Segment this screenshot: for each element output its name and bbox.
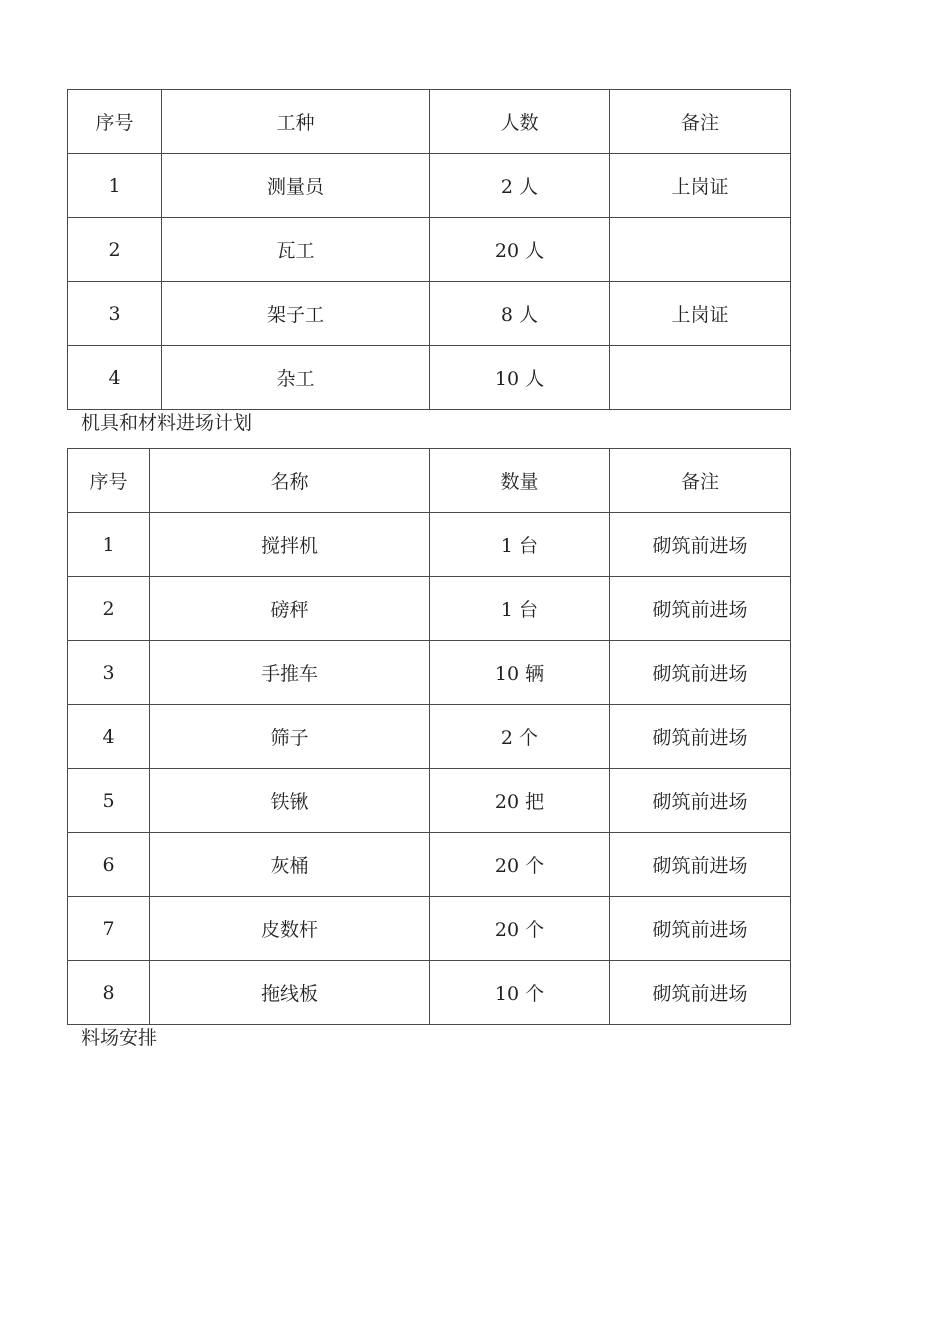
- table-cell: [610, 218, 791, 282]
- table-cell: 砌筑前进场: [610, 641, 791, 705]
- table-cell: 3: [68, 282, 162, 346]
- table-row: [68, 897, 791, 961]
- table-cell: 8: [68, 961, 150, 1025]
- table-cell: 瓦工: [162, 218, 430, 282]
- table-cell: 铁锹: [150, 769, 430, 833]
- table-cell: 20 把: [430, 769, 610, 833]
- equipment-table-header-row: [68, 449, 791, 513]
- table-row: [68, 961, 791, 1025]
- table-cell: 6: [68, 833, 150, 897]
- table-cell: 砌筑前进场: [610, 577, 791, 641]
- table-cell: 砌筑前进场: [610, 961, 791, 1025]
- header-cell: 工种: [162, 90, 430, 154]
- table-cell: 测量员: [162, 154, 430, 218]
- equipment-heading: 机具和材料进场计划: [81, 412, 253, 434]
- table-cell: 20 人: [430, 218, 610, 282]
- table-cell: 磅秤: [150, 577, 430, 641]
- table-cell: 2 个: [430, 705, 610, 769]
- table-cell: 手推车: [150, 641, 430, 705]
- table-cell: 1: [68, 513, 150, 577]
- table-cell: 10 个: [430, 961, 610, 1025]
- table-cell: 砌筑前进场: [610, 769, 791, 833]
- labor-table-header-row: [68, 90, 791, 154]
- table-row: [68, 833, 791, 897]
- table-row: [68, 218, 791, 282]
- table-cell: 10 辆: [430, 641, 610, 705]
- header-cell: 数量: [430, 449, 610, 513]
- table-cell: 皮数杆: [150, 897, 430, 961]
- equipment-table: [67, 448, 791, 1025]
- table-cell: 7: [68, 897, 150, 961]
- table-cell: 2: [68, 218, 162, 282]
- table-cell: 杂工: [162, 346, 430, 410]
- table-cell: 架子工: [162, 282, 430, 346]
- table-cell: 8 人: [430, 282, 610, 346]
- table-cell: 20 个: [430, 897, 610, 961]
- table-row: [68, 346, 791, 410]
- table-cell: 1 台: [430, 577, 610, 641]
- table-cell: 砌筑前进场: [610, 897, 791, 961]
- header-cell: 人数: [430, 90, 610, 154]
- table-cell: 5: [68, 769, 150, 833]
- table-cell: 砌筑前进场: [610, 705, 791, 769]
- header-cell: 备注: [610, 449, 791, 513]
- table-cell: 4: [68, 346, 162, 410]
- table-cell: 上岗证: [610, 154, 791, 218]
- table-cell: 20 个: [430, 833, 610, 897]
- table-row: [68, 705, 791, 769]
- table-cell: 4: [68, 705, 150, 769]
- header-cell: 名称: [150, 449, 430, 513]
- table-cell: 上岗证: [610, 282, 791, 346]
- table-row: [68, 513, 791, 577]
- table-cell: 3: [68, 641, 150, 705]
- header-cell: 序号: [68, 90, 162, 154]
- header-cell: 备注: [610, 90, 791, 154]
- table-row: [68, 769, 791, 833]
- table-row: [68, 641, 791, 705]
- table-cell: 拖线板: [150, 961, 430, 1025]
- table-cell: 2 人: [430, 154, 610, 218]
- table-row: [68, 154, 791, 218]
- material-yard-heading: 料场安排: [81, 1027, 158, 1049]
- labor-table: [67, 89, 791, 410]
- table-cell: 筛子: [150, 705, 430, 769]
- table-cell: [610, 346, 791, 410]
- table-cell: 灰桶: [150, 833, 430, 897]
- table-row: [68, 577, 791, 641]
- table-cell: 2: [68, 577, 150, 641]
- table-cell: 砌筑前进场: [610, 513, 791, 577]
- table-cell: 砌筑前进场: [610, 833, 791, 897]
- header-cell: 序号: [68, 449, 150, 513]
- table-cell: 搅拌机: [150, 513, 430, 577]
- table-row: [68, 282, 791, 346]
- table-cell: 1 台: [430, 513, 610, 577]
- table-cell: 1: [68, 154, 162, 218]
- table-cell: 10 人: [430, 346, 610, 410]
